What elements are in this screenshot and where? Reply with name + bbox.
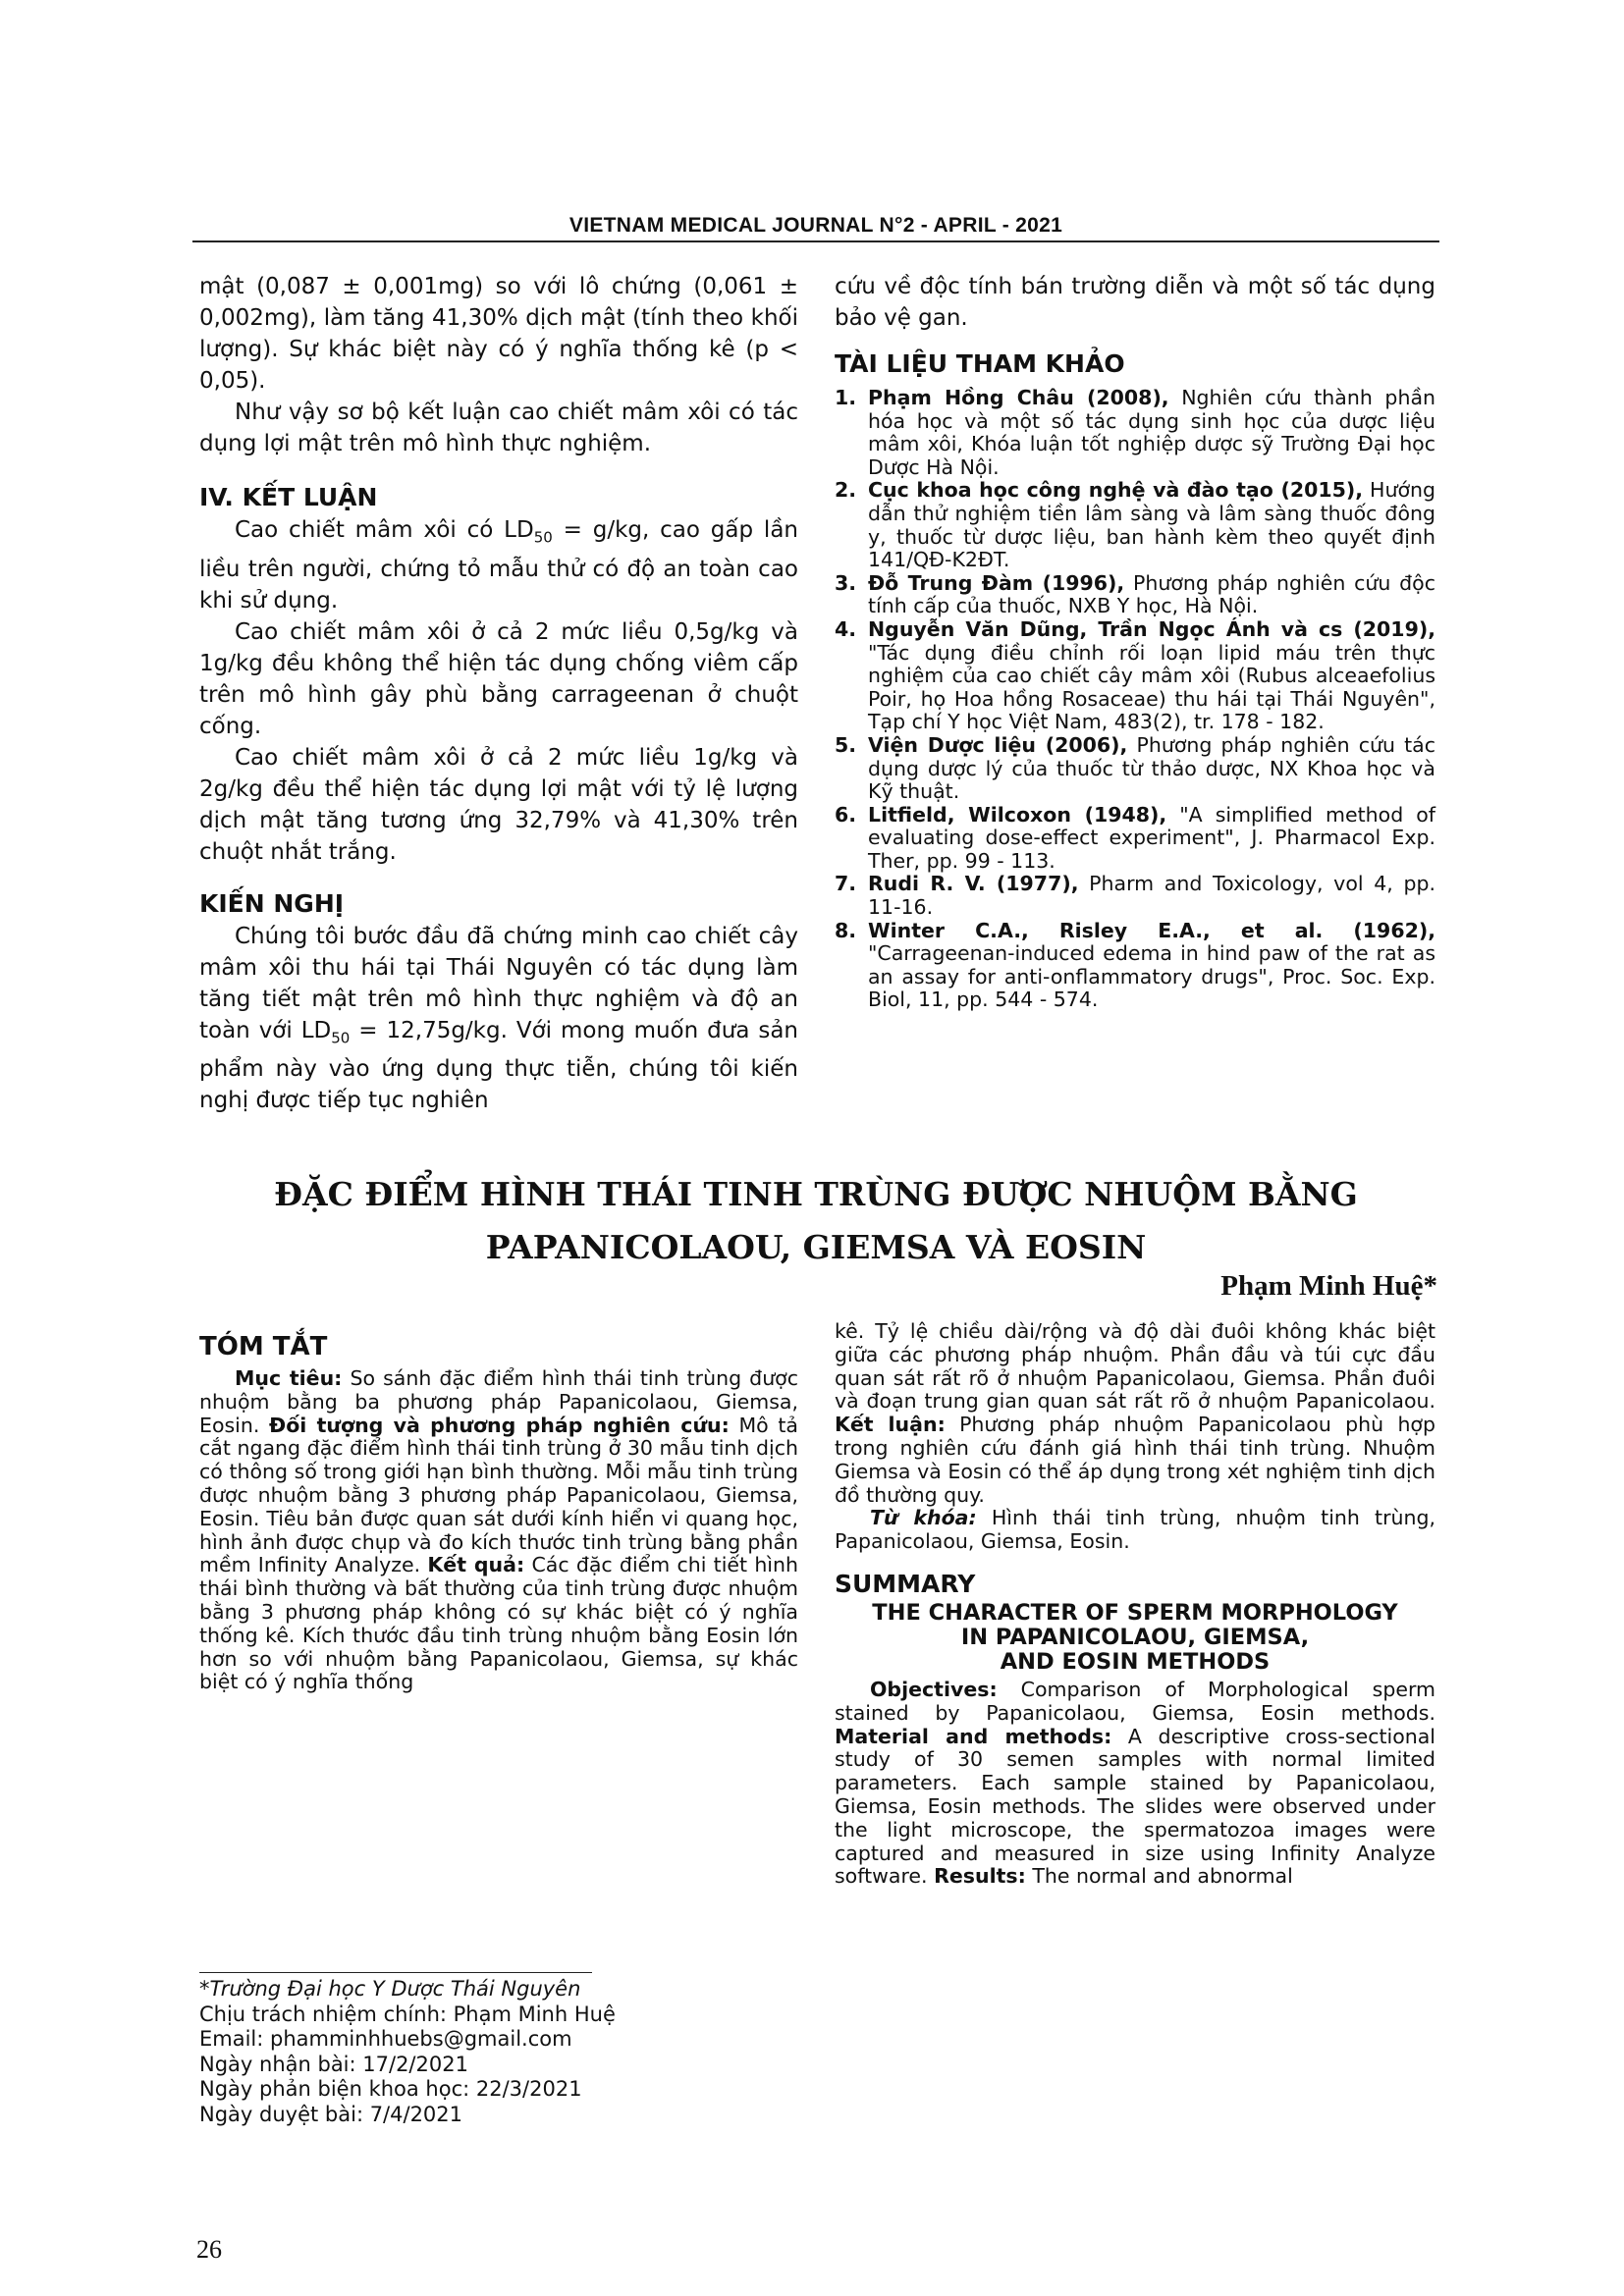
recommendation-text: Chúng tôi bước đầu đã chứng minh cao chiết cây mâm xôi thu hái tại Thái Nguyên có tác dụng làm tăng tiết mật trên mô hình thực nghiệm và độ an toàn với $LD_{50} = 12,75g/kg$. Với mong muốn đưa sản phẩm này vào ứng dụng thực tiễn, chúng tôi kiến nghị được tiếp tục nghiên [199, 923, 799, 1114]
article-author: Phạm Minh Huệ* [1220, 1270, 1437, 1302]
references-column [835, 271, 1435, 1012]
conclusion-point-2: Cao chiết mâm xôi ở cả 2 mức liều 0,5g/kg và 1g/kg đều không thể hiện tác dụng chống viêm cấp trên mô hình gây phù bằng carrageenan ở chuột cống. [199, 618, 798, 739]
summary-text: Objectives: Comparison of Morphological sperm stained by Papanicolaou, Giemsa, Eosin methods. Material and methods: A descriptive cross-sectional study of 30 semen samples with normal limited parameters. Each sample stained by Papanicolaou, Giemsa, Eosin methods. The slides were observed under the light microscope, the spermatozoa images were captured and measured in size using Infinity Analyze software. Results: The normal and abnormal [835, 1677, 1435, 1889]
responsible-author: Chịu trách nhiệm chính: Phạm Minh Huệ [199, 2002, 616, 2026]
summary-title: THE CHARACTER OF SPERM MORPHOLOGY IN PAPANICOLAOU, GIEMSA, AND EOSIN METHODS [872, 1599, 1398, 1675]
affiliation: *Trường Đại học Y Dược Thái Nguyên [199, 1977, 581, 2001]
recommendation-continuation: cứu về độc tính bán trường diễn và một số tác dụng bảo vệ gan. [835, 274, 1435, 331]
conclusion-heading: IV. KẾT LUẬN [199, 483, 378, 511]
summary-heading: SUMMARY [835, 1569, 976, 1598]
abstract-heading: TÓM TẮT [199, 1332, 328, 1362]
abstract-continuation [835, 1320, 1435, 1889]
reference-item: 7. Rudi R. V. (1977), Pharm and Toxicology, vol 4, pp. 11-16. [835, 872, 1435, 920]
reference-item: 6. Litfield, Wilcoxon (1948), "A simplified method of evaluating dose-effect experiment", J. Pharmacol Exp. Ther, pp. 99 - 113. [835, 802, 1436, 873]
results-continuation: mật (0,087 ± 0,001mg) so với lô chứng (0,061 ± 0,002mg), làm tăng 41,30% dịch mật (tính theo khối lượng). Sự khác biệt này có ý nghĩa thống kê (p < 0,05). [199, 274, 798, 394]
page-number: 26 [196, 2235, 222, 2264]
abstract-vi [199, 1330, 798, 1694]
reference-item: 2. Cục khoa học công nghệ và đào tạo (2015), Hướng dẫn thử nghiệm tiền lâm sàng và lâm sàng thuốc đông y, thuốc từ dược liệu, ban hành kèm theo quyết định 141/QĐ-K2ĐT. [835, 478, 1435, 572]
conclusion-column [199, 271, 798, 1116]
recommendation-heading: KIẾN NGHỊ [199, 888, 345, 918]
reference-item: 3. Đỗ Trung Đàm (1996), Phương pháp nghiên cứu độc tính cấp của thuốc, NXB Y học, Hà Nội. [835, 570, 1435, 618]
keywords: Từ khóa: Hình thái tinh trùng, nhuộm tinh trùng, Papanicolaou, Giemsa, Eosin. [835, 1506, 1436, 1554]
abstract-text: Mục tiêu: So sánh đặc điểm hình thái tinh trùng được nhuộm bằng ba phương pháp Papanicolaou, Giemsa, Eosin. Đối tượng và phương pháp nghiên cứu: Mô tả cắt ngang đặc điểm hình thái tinh trùng ở 30 mẫu tinh dịch có thông số trong giới hạn bình thường. Mỗi mẫu tinh trùng được nhuộm bằng 3 phương pháp Papanicolaou, Giemsa, Eosin. Tiêu bản được quan sát dưới kính hiển vi quang học, hình ảnh được chụp và đo kích thước tinh trùng bằng phần mềm Infinity Analyze. Kết quả: Các đặc điểm chi tiết hình thái bình thường và bất thường của tinh trùng được nhuộm bằng 3 phương pháp không có sự khác biệt có ý nghĩa thống kê. Kích thước đầu tinh trùng nhuộm bằng Eosin lớn hơn so với nhuộm bằng Papanicolaou, Giemsa, sự khác biệt có ý nghĩa thống [199, 1366, 798, 1694]
results-summary: Như vậy sơ bộ kết luận cao chiết mâm xôi có tác dụng lợi mật trên mô hình thực nghiệm. [199, 400, 798, 456]
article-title: ĐẶC ĐIỂM HÌNH THÁI TINH TRÙNG ĐƯỢC NHUỘM BẰNG PAPANICOLAOU, GIEMSA VÀ EOSIN [274, 1175, 1358, 1266]
date-received: Ngày nhận bài: 17/2/2021 [199, 2052, 468, 2076]
references-heading: TÀI LIỆU THAM KHẢO [835, 349, 1125, 378]
reference-item: 5. Viện Dược liệu (2006), Phương pháp nghiên cứu tác dụng dược lý của thuốc từ thảo dược, NX Khoa học và Kỹ thuật. [835, 732, 1436, 804]
email: Email: phamminhhuebs@gmail.com [199, 2027, 572, 2051]
conclusion-point-1: Cao chiết mâm xôi có $LD_{50} = g/kg$, cao gấp lần liều trên người, chứng tỏ mẫu thử có độ an toàn cao khi sử dụng. [199, 517, 798, 614]
reference-item: 8. Winter C.A., Risley E.A., et al. (1962), "Carrageenan-induced edema in hind paw of the rat as an assay for anti-onflammatory drugs", Proc. Soc. Exp. Biol, 11, pp. 544 - 574. [835, 918, 1435, 1012]
journal-header: VIETNAM MEDICAL JOURNAL N°2 - APRIL - 2021 [568, 214, 1063, 237]
conclusion-point-3: Cao chiết mâm xôi ở cả 2 mức liều 1g/kg và 2g/kg đều thể hiện tác dụng lợi mật với tỷ lệ lượng dịch mật tăng tương ứng 32,79% và 41,30% trên chuột nhắt trắng. [199, 744, 798, 865]
reference-item: 4. Nguyễn Văn Dũng, Trần Ngọc Ánh và cs (2019), "Tác dụng điều chỉnh rối loạn lipid máu trên thực nghiệm của cao chiết cây mâm xôi (Rubus alceaefolius Poir, họ Hoa hồng Rosaceae) thu hái tại Thái Nguyên", Tạp chí Y học Việt Nam, 483(2), tr. 178 - 182. [835, 616, 1435, 734]
date-reviewed: Ngày phản biện khoa học: 22/3/2021 [199, 2077, 582, 2101]
footnote [199, 1977, 798, 2127]
footnote-rule [199, 1972, 592, 1973]
abstract-text-continued: kê. Tỷ lệ chiều dài/rộng và độ dài đuôi không khác biệt giữa các phương pháp nhuộm. Phần đầu và túi cực đầu quan sát rất rõ ở nhuộm Papanicolaou, Giemsa. Phần đuôi và đoạn trung gian quan sát rất rõ ở nhuộm Papanicolaou. Kết luận: Phương pháp nhuộm Papanicolaou phù hợp trong nghiên cứu đánh giá hình thái tinh trùng. Nhuộm Giemsa và Eosin có thể áp dụng trong xét nghiệm tinh dịch đồ thường quy. Từ khóa: Hình thái tinh trùng, nhuộm tinh trùng, Papanicolaou, Giemsa, Eosin. [835, 1319, 1436, 1554]
reference-item: 1. Phạm Hồng Châu (2008), Nghiên cứu thành phần hóa học và một số tác dụng sinh học của dược liệu mâm xôi, Khóa luận tốt nghiệp dược sỹ Trường Đại học Dược Hà Nội. [835, 386, 1435, 479]
header-rule [192, 240, 1439, 242]
reference-list [835, 387, 1435, 1012]
date-approved: Ngày duyệt bài: 7/4/2021 [199, 2102, 463, 2126]
